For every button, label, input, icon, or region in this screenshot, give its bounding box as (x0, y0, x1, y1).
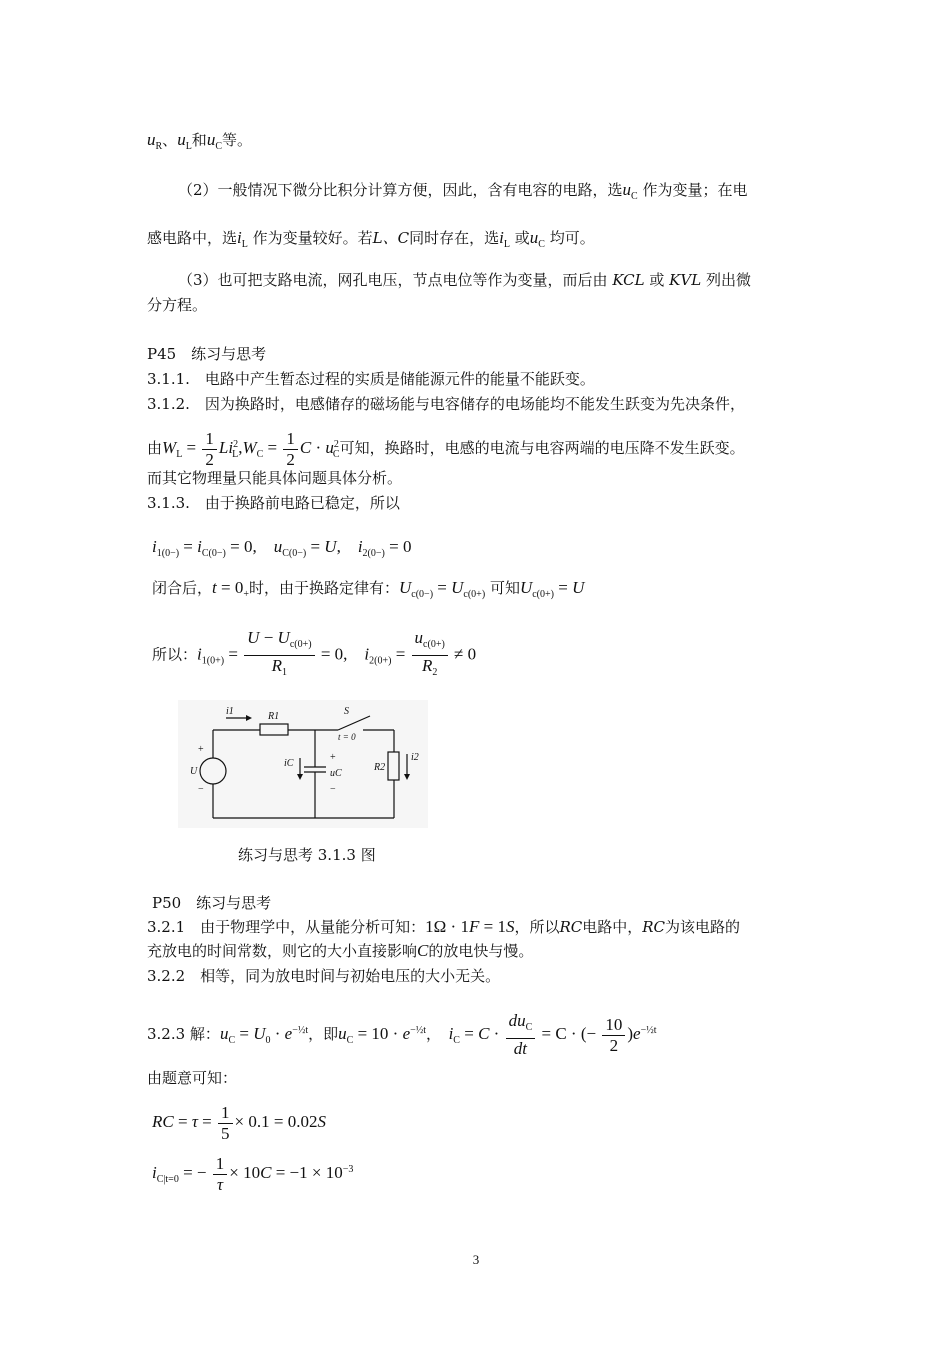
q-3-2-1-cont: 充放电的时间常数，则它的大小直接影响C的放电快与慢。 (147, 941, 534, 960)
q-3-1-3-eq2: 闭合后，$t = 0_+$时，由于换路定律有：$U_{c(0-)} = U_{c(0+)}$ 可知$U_{c(0+)} = U$ (152, 578, 585, 600)
label-uC: uC (330, 768, 342, 779)
figure-caption: 练习与思考 3.1.3 图 (238, 846, 376, 864)
label-minus-source: − (198, 784, 204, 795)
q-3-1-1: 3.1.1. 电路中产生暂态过程的实质是储能源元件的能量不能跃变。 (147, 370, 595, 388)
label-t0: t = 0 (338, 732, 356, 742)
q-3-2-3: 3.2.3 解：$u_C = U_0 \cdot e^{-\frac{1}{2}t}$，即$u_C = 10 \cdot e^{-\frac{1}{2}t}$， $i_C = C$ · $\frac{du_C}{dt}$ = C · (− $\frac{10}{2}$ )$e^{-\frac{1}{2}t}$ (147, 1011, 657, 1058)
label-i1: i1 (226, 706, 234, 717)
label-R1: R1 (268, 711, 280, 722)
condition-text: 由题意可知： (147, 1069, 238, 1087)
label-i2: i2 (411, 752, 419, 763)
section-heading-p45: P45 练习与思考 (147, 345, 267, 363)
text-line-5: 分方程。 (147, 296, 208, 314)
label-plus-source: + (198, 744, 204, 755)
label-minus-cap: − (330, 784, 336, 795)
q-3-2-1: 3.2.1 由于物理学中，从量能分析可知：1Ω · 1F = 1S，所以RC电路中，RC为该电路的 (147, 917, 741, 936)
q-3-1-2-end: 而其它物理量只能具体问题具体分析。 (147, 469, 403, 487)
label-S: S (344, 706, 349, 717)
label-U: U (190, 766, 198, 777)
q-3-1-2: 3.1.2. 因为换路时，电感储存的磁场能与电容储存的电场能均不能发生跃变为先决条件， (147, 395, 745, 413)
text-line-4: （3）也可把支路电流，网孔电压，节点电位等作为变量，而后由 KCL 或 KVL 列出微 (178, 271, 751, 289)
section-heading-p50: P50 练习与思考 (152, 894, 272, 912)
q-3-1-3: 3.1.3. 由于换路前电路已稳定，所以 (147, 494, 400, 512)
eq-rc: RC = τ = $\frac{1}{5}$ × 0.1 = 0.02S (152, 1102, 326, 1143)
label-plus-cap: + (330, 752, 336, 763)
page-number: 3 (472, 1252, 480, 1267)
label-iC: iC (284, 758, 294, 769)
q-3-1-3-eq1: $i_{1(0-)} = i_{C(0-)} = 0$, $u_{C(0-)} = U$, $i_{2(0-)} = 0$ (152, 537, 412, 559)
label-R2: R2 (374, 762, 386, 773)
circuit-svg (178, 700, 428, 828)
circuit-diagram (178, 700, 428, 828)
q-3-1-3-eq3: 所以：$i_{1(0+)}$ = $\frac{U - U_{c(0+)}}{R_1}$ = 0, $i_{2(0+)}$ = $\frac{u_{c(0+)}}{R_2}$ ≠ 0 (152, 628, 476, 686)
text-line-3: 感电路中，选$i_L$ 作为变量较好。若L、C同时存在，选$i_L$ 或$u_C$ 均可。 (147, 228, 595, 250)
text-line-2: （2）一般情况下微分比积分计算方便，因此，含有电容的电路，选$u_C$ 作为变量；在电 (178, 180, 748, 202)
q-3-1-2-formula: 由$W_L$ = $\frac{1}{2}$ $Li^2_L,W_C$ = $\frac{1}{2}$ $C \cdot u^2_C$可知，换路时，电感的电流与电容两端的电压降不发生跃变。 (147, 428, 745, 469)
text-line-1: $u_R$、$u_L$和$u_C$等。 (147, 130, 252, 152)
eq-ic: $i_{C|t=0}$ = − $\frac{1}{\tau}$ × $10C = -1 \times 10^{-3}$ (152, 1153, 354, 1194)
q-3-2-2: 3.2.2 相等，同为放电时间与初始电压的大小无关。 (147, 967, 501, 985)
